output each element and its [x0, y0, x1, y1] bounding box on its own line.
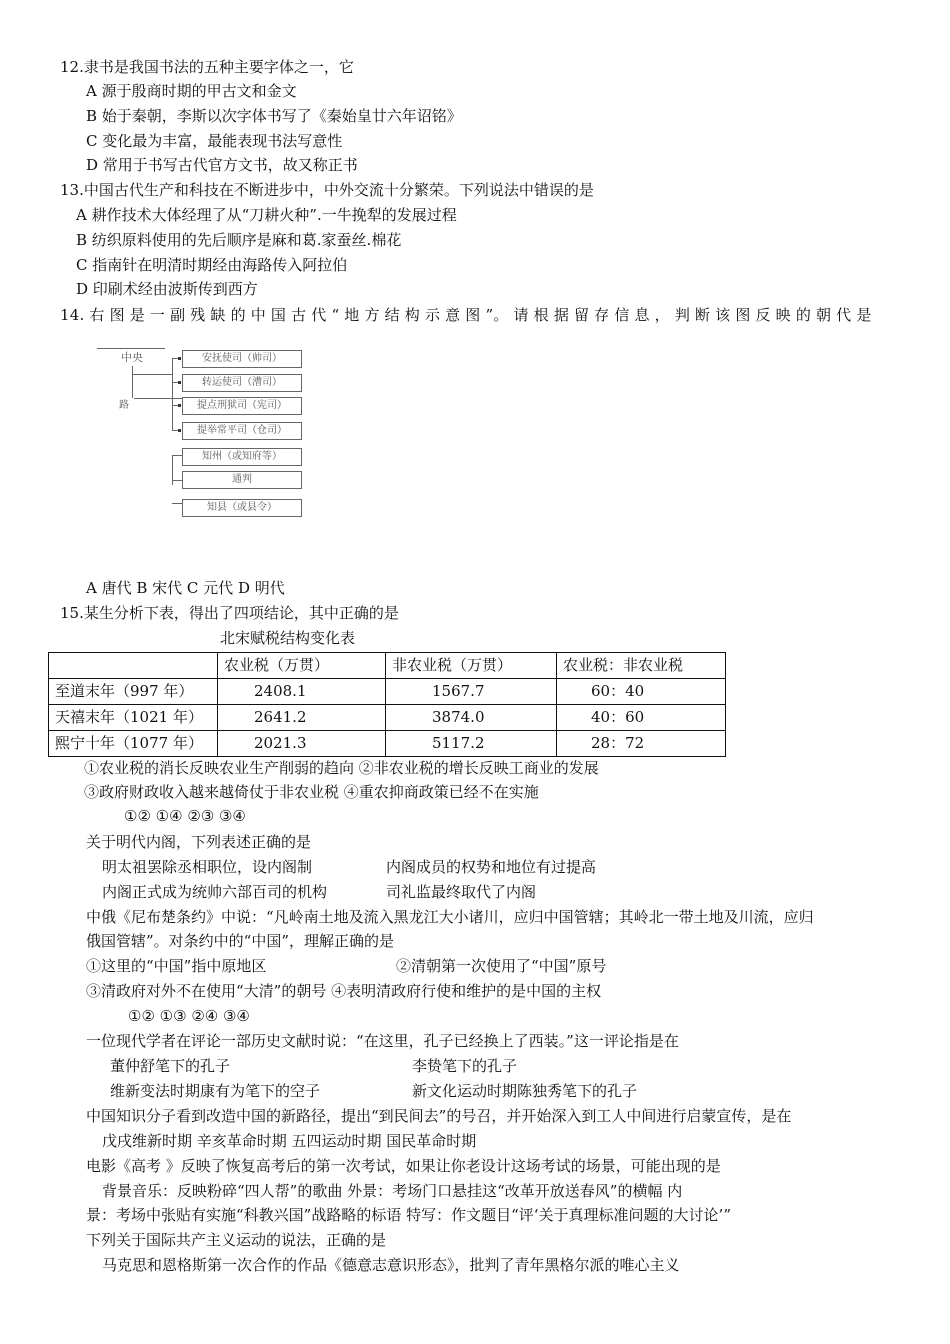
q17-statements-3-4: ③清政府对外不在使用“大清”的朝号 ④表明清政府行使和维护的是中国的主权	[86, 982, 602, 1000]
q15-statements-2: ③政府财政收入越来越倚仗于非农业税 ④重农抑商政策已经不在实施	[84, 783, 539, 801]
table-cell: 2641.2	[218, 705, 386, 731]
diagram-box-4: 提举常平司（仓司）	[182, 422, 302, 440]
q13-option-a: A 耕作技术大体经理了从“刀耕火种”.一牛挽犁的发展过程	[76, 206, 457, 224]
diagram-center-label: 中央	[112, 350, 152, 366]
q17-statement-1: ①这里的“中国”指中原地区	[86, 957, 267, 975]
local-structure-diagram	[92, 340, 322, 530]
q17-stem-1: 中俄《尼布楚条约》中说：“凡岭南土地及流入黑龙江大小诸川，应归中国管辖；其岭北一带土地及川流，应归	[86, 908, 814, 926]
table-header-cell: 非农业税（万贯）	[386, 653, 557, 679]
table-cell: 5117.2	[386, 731, 557, 757]
table-row	[49, 679, 726, 705]
diagram-lu-label: 路	[114, 398, 134, 414]
q16-option-4: 司礼监最终取代了内阁	[386, 883, 537, 901]
q14-stem: 14. 右 图 是 一 副 残 缺 的 中 国 古 代 “ 地 方 结 构 示 意 图 ”。 请 根 据 留 存 信 息 ， 判 断 该 图 反 映 的 朝 代 是	[60, 306, 872, 324]
diagram-box-3: 提点刑狱司（宪司）	[182, 397, 302, 415]
q17-choices: ①② ①③ ②④ ③④	[128, 1007, 250, 1025]
q18-stem: 一位现代学者在评论一部历史文献时说：“在这里，孔子已经换上了西装。”这一评论指是在	[86, 1032, 679, 1050]
q18-option-2: 李贽笔下的孔子	[412, 1057, 518, 1075]
table-cell: 40：60	[557, 705, 726, 731]
table-cell: 2408.1	[218, 679, 386, 705]
q17-stem-2: 俄国管辖”。对条约中的“中国”，理解正确的是	[86, 932, 395, 950]
q16-option-2: 内阁成员的权势和地位有过提高	[386, 858, 597, 876]
q15-statements-1: ①农业税的消长反映农业生产削弱的趋向 ②非农业税的增长反映工商业的发展	[84, 759, 599, 777]
tax-structure-table	[48, 652, 726, 757]
q13-option-b: B 纺织原料使用的先后顺序是麻和葛.家蚕丝.棉花	[76, 231, 402, 249]
q20-options-line-1: 背景音乐：反映粉碎“四人帮”的歌曲 外景：考场门口悬挂这“改革开放送春风”的横幅 内	[102, 1182, 683, 1200]
q16-option-1: 明太祖罢除丞相职位，设内阁制	[102, 858, 313, 876]
table-header-cell: 农业税（万贯）	[218, 653, 386, 679]
table-cell: 至道末年（997 年）	[49, 679, 218, 705]
table-row	[49, 731, 726, 757]
table-header-row	[49, 653, 726, 679]
table-cell: 1567.7	[386, 679, 557, 705]
q16-option-3: 内阁正式成为统帅六部百司的机构	[102, 883, 328, 901]
q13-option-d: D 印刷术经由波斯传到西方	[76, 280, 258, 298]
table-cell: 熙宁十年（1077 年）	[49, 731, 218, 757]
q12-option-b: B 始于秦朝，李斯以次字体书写了《秦始皇廿六年诏铭》	[86, 107, 462, 125]
q20-options-line-2: 景：考场中张贴有实施“科教兴国”战路略的标语 特写：作文题目“评‘关于真理标准问题的大讨论’”	[86, 1206, 731, 1224]
table-cell: 60：40	[557, 679, 726, 705]
q21-option-1: 马克思和恩格斯第一次合作的作品《德意志意识形态》，批判了青年黑格尔派的唯心主义	[102, 1256, 680, 1274]
table-cell: 28：72	[557, 731, 726, 757]
q12-stem: 12.隶书是我国书法的五种主要字体之一，它	[60, 58, 354, 76]
q21-stem: 下列关于国际共产主义运动的说法，正确的是	[86, 1231, 387, 1249]
q19-stem: 中国知识分子看到改造中国的新路径，提出“到民间去”的号召，并开始深入到工人中间进行启蒙宣传，是在	[86, 1107, 792, 1125]
q18-option-3: 维新变法时期康有为笔下的空子	[110, 1082, 321, 1100]
q18-option-4: 新文化运动时期陈独秀笔下的孔子	[412, 1082, 638, 1100]
table-row	[49, 705, 726, 731]
q15-stem: 15.某生分析下表，得出了四项结论，其中正确的是	[60, 604, 399, 622]
table-header-cell	[49, 653, 218, 679]
diagram-box-1: 安抚使司（帅司）	[182, 350, 302, 368]
q12-option-c: C 变化最为丰富，最能表现书法写意性	[86, 132, 343, 150]
q12-option-a: A 源于殷商时期的甲古文和金文	[86, 82, 297, 100]
q12-option-d: D 常用于书写古代官方文书，故又称正书	[86, 156, 358, 174]
q14-options: A 唐代 B 宋代 C 元代 D 明代	[86, 579, 285, 597]
table-header-cell: 农业税：非农业税	[557, 653, 726, 679]
diagram-box-7: 知县（或县令）	[182, 499, 302, 517]
q20-stem: 电影《高考 》反映了恢复高考后的第一次考试，如果让你老设计这场考试的场景，可能出现的是	[86, 1157, 721, 1175]
q15-choices: ①② ①④ ②③ ③④	[124, 807, 246, 825]
q13-stem: 13.中国古代生产和科技在不断进步中，中外交流十分繁荣。下列说法中错误的是	[60, 181, 594, 199]
q15-table-title: 北宋赋税结构变化表	[220, 629, 356, 647]
q18-option-1: 董仲舒笔下的孔子	[110, 1057, 231, 1075]
diagram-box-6: 通判	[182, 471, 302, 489]
diagram-box-5: 知州（或知府等）	[182, 448, 302, 466]
table-cell: 天禧末年（1021 年）	[49, 705, 218, 731]
table-cell: 3874.0	[386, 705, 557, 731]
diagram-box-2: 转运使司（漕司）	[182, 374, 302, 392]
q17-statement-2: ②清朝第一次使用了“中国”原号	[396, 957, 607, 975]
q16-stem: 关于明代内阁，下列表述正确的是	[86, 833, 312, 851]
table-cell: 2021.3	[218, 731, 386, 757]
q13-option-c: C 指南针在明清时期经由海路传入阿拉伯	[76, 256, 348, 274]
q19-options: 戊戌维新时期 辛亥革命时期 五四运动时期 国民革命时期	[102, 1132, 477, 1150]
